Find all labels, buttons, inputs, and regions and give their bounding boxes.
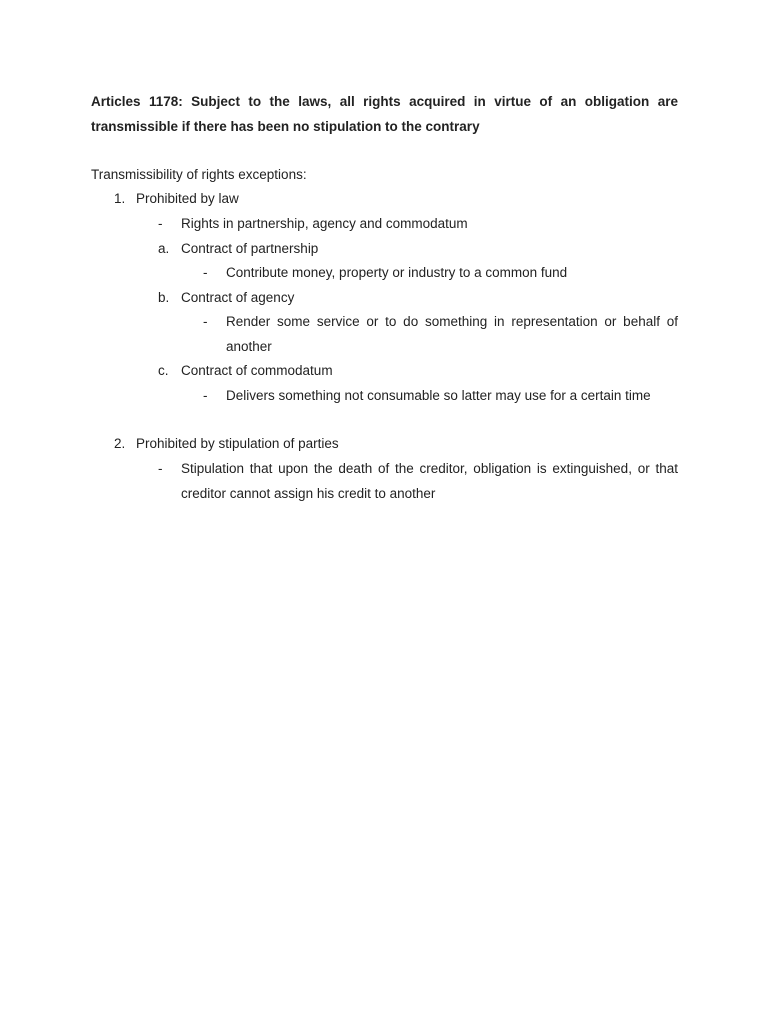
article-heading-line-2: transmissible if there has been no stipulation to the contrary [91,119,480,134]
dash-marker: - [158,216,163,231]
subitem-b-note-line-2: another [226,339,272,354]
intro-text: Transmissibility of rights exceptions: [91,167,307,182]
list-marker-2: 2. [114,436,126,451]
list-item-1-note: Rights in partnership, agency and commodatum [181,216,468,231]
article-heading-line-1: Articles 1178: Subject to the laws, all rights acquired in virtue of an obligation are [91,94,678,109]
subitem-b-note-line-1: Render some service or to do something in representation or behalf of [226,314,678,329]
list-item-2-note-line-2: creditor cannot assign his credit to another [181,486,436,501]
subitem-c-label: Contract of commodatum [181,363,333,378]
list-item-2-note [181,456,678,506]
list-marker-1: 1. [114,191,126,206]
article-heading [91,89,678,139]
list-item-1-label: Prohibited by law [136,191,239,206]
dash-marker: - [203,265,208,280]
dash-marker: - [203,388,208,403]
subitem-b-note [226,309,678,359]
subitem-b-label: Contract of agency [181,290,295,305]
dash-marker: - [158,461,163,476]
dash-marker: - [203,314,208,329]
list-marker-b: b. [158,290,170,305]
subitem-a-note: Contribute money, property or industry to a common fund [226,265,568,280]
subitem-c-note: Delivers something not consumable so latter may use for a certain time [226,388,651,403]
list-marker-a: a. [158,241,170,256]
list-marker-c: c. [158,363,169,378]
list-item-2-label: Prohibited by stipulation of parties [136,436,339,451]
list-item-2-note-line-1: Stipulation that upon the death of the creditor, obligation is extinguished, or that [181,461,678,476]
subitem-a-label: Contract of partnership [181,241,319,256]
